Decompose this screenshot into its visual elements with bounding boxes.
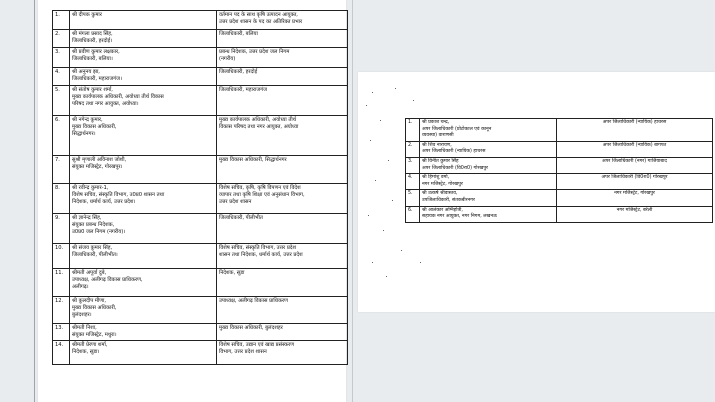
officer-name-cell (70, 214, 217, 244)
posting-line: अपर जिलाधिकारी (नगर) गाजियाबाद (602, 158, 667, 164)
posting-line: व्यापार तथा कृषि शिक्षा एवं अनुसंधान विभाग, (219, 192, 305, 198)
scan-speck (372, 262, 373, 263)
posting-line: जिलाधिकारी, हरदोई (219, 69, 258, 75)
officer-detail-line: मुख्य विकास अधिकारी, (72, 305, 117, 311)
serial-number: 9. (53, 214, 70, 244)
posting-line: अपर जिलाधिकारी (वि0रा0) गोरखपुर (601, 175, 668, 181)
new-posting-cell (557, 141, 713, 157)
new-posting-cell (217, 11, 348, 30)
officer-detail-line: श्रीमती अपूर्वा दुबे, (72, 270, 107, 276)
posting-line: विशेष सचिव, संस्कृति विभाग, उत्तर प्रदेश (219, 245, 297, 251)
serial-number: 6. (53, 116, 70, 156)
officer-detail-line: अपर जिलाधिकारी (न्यायिक) हाथरस (422, 149, 486, 155)
table-row (53, 11, 348, 30)
posting-line: अपर जिलाधिकारी (न्यायिक) हाथरस (602, 120, 667, 125)
posting-line: प्रबन्ध निदेशक, उत्तर प्रदेश जल निगम (219, 49, 290, 55)
officer-detail-line: अलीगढ़। (72, 284, 89, 290)
officer-detail-line: श्री अनुनय झा, (72, 69, 100, 75)
posting-line: जिलाधिकारी, पीलीभीत (219, 215, 263, 221)
table-row (406, 157, 713, 173)
serial-number: 7. (53, 156, 70, 184)
officer-name-cell (70, 68, 217, 86)
transfer-table-right (405, 118, 713, 223)
posting-line: नगर मजिस्ट्रेट, बरेली (616, 207, 653, 213)
new-posting-cell (217, 30, 348, 48)
scan-speck (380, 120, 381, 121)
officer-name-cell (70, 184, 217, 214)
serial-number: 13. (53, 324, 70, 341)
officer-detail-line: श्री ज्ञानेन्द्र सिंह, (72, 215, 102, 221)
scan-speck (388, 160, 389, 161)
table-row (406, 174, 713, 190)
serial-number: 14. (53, 341, 70, 365)
officer-detail-line: बुलंदशहर। (72, 312, 92, 318)
right-document-page (358, 72, 715, 312)
officer-detail-line: संयुक्त मजिस्ट्रेट, मथुरा। (72, 332, 117, 338)
officer-detail-line: जिलाधिकारी, हरदोई। (72, 38, 113, 44)
table-row (53, 297, 348, 324)
table-row (406, 190, 713, 206)
officer-detail-line: श्री उत्कर्ष श्रीवास्तव, (422, 191, 458, 197)
officer-detail-line: सिद्धार्थनगर। (72, 131, 96, 137)
serial-number: 3. (406, 157, 420, 173)
officer-detail-line: श्री संजय कुमार सिंह, (72, 245, 113, 251)
officer-detail-line: श्री हिमांशु वर्मा, (422, 175, 450, 181)
table-row (406, 141, 713, 157)
officer-detail-line: जिलाधिकारी, महाराजगंज। (72, 76, 122, 82)
officer-name-cell (70, 11, 217, 30)
officer-name-cell (420, 157, 557, 173)
new-posting-cell (217, 214, 348, 244)
new-posting-cell (217, 86, 348, 116)
table-row (53, 86, 348, 116)
posting-line: विभाग, उत्तर प्रदेश शासन (219, 349, 267, 355)
scan-speck (386, 276, 387, 277)
posting-line: जिलाधिकारी, बलिया (219, 31, 258, 37)
posting-line: नगर मजिस्ट्रेट, गोरखपुर (614, 191, 655, 197)
officer-detail-line: सहायक नगर आयुक्त, नगर निगम, लखनऊ (422, 214, 497, 220)
officer-name-cell (420, 190, 557, 206)
officer-detail-line: श्रीमती निशा, (72, 325, 97, 331)
new-posting-cell (217, 156, 348, 184)
officer-name-cell (420, 206, 557, 222)
new-posting-cell (217, 68, 348, 86)
posting-line: उत्तर प्रदेश शासन के पद का अतिरिक्त प्रभार (219, 19, 303, 25)
officer-detail-line: नगर मजिस्ट्रेट, गोरखपुर (422, 181, 463, 187)
officer-detail-line: निदेशक, सूडा। (72, 349, 100, 355)
officer-name-cell (70, 297, 217, 324)
posting-line: अपर जिलाधिकारी (न्यायिक) बागपत (602, 142, 667, 148)
officer-detail-line: श्री नगेन्द्र कुमार, (72, 117, 103, 123)
officer-detail-line: श्री प्रवीण कुमार लक्षकार, (72, 49, 120, 55)
serial-number: 8. (53, 184, 70, 214)
officer-detail-line: मुख्य विकास अधिकारी, (72, 124, 117, 130)
serial-number: 4. (53, 68, 70, 86)
scan-speck (375, 180, 376, 181)
scan-speck (401, 250, 402, 251)
officer-name-cell (70, 48, 217, 68)
posting-line: मुख्य कार्यपालक अधिकारी, अयोध्या तीर्थ (219, 117, 297, 123)
new-posting-cell (557, 119, 713, 142)
officer-name-cell (70, 244, 217, 269)
new-posting-cell (557, 206, 713, 222)
table-row (53, 244, 348, 269)
officer-name-cell (70, 324, 217, 341)
table-row (53, 324, 348, 341)
officer-detail-line: निदेशक, धर्मार्थ कार्य, उत्तर प्रदेश। (72, 199, 136, 205)
table-row (406, 119, 713, 142)
new-posting-cell (217, 48, 348, 68)
table-row (53, 269, 348, 297)
officer-detail-line: श्री आलंकार अग्निहोत्री, (422, 207, 463, 213)
posting-line: निदेशक, सूडा (219, 270, 245, 276)
serial-number: 2. (53, 30, 70, 48)
posting-line: उत्तर प्रदेश शासन (219, 199, 252, 205)
officer-detail-line: अपर जिलाधिकारी (वि0रा0) गोरखपुर (422, 165, 489, 171)
scan-speck (370, 140, 371, 141)
officer-detail-line: उपाध्यक्ष, अलीगढ़ विकास प्राधिकरण, (72, 277, 143, 283)
officer-name-cell (70, 156, 217, 184)
posting-line: विशेष सचिव, कृषि, कृषि विपणन एवं विदेश (219, 185, 301, 191)
officer-detail-line: उ0प्र0 जल निगम (नगरीय)। (72, 229, 126, 235)
officer-detail-line: श्री विनीत कुमार सिंह (422, 158, 459, 164)
posting-line: विकास परिषद तथा नगर आयुक्त, अयोध्या (219, 124, 299, 130)
scan-speck (366, 105, 367, 106)
officer-detail-line: व्यवस्था) वाराणसी (422, 133, 454, 139)
scan-speck (392, 200, 393, 201)
officer-detail-line: जिलाधिकारी, पीलीभीत। (72, 252, 118, 258)
officer-name-cell (70, 116, 217, 156)
scan-speck (372, 92, 373, 93)
scan-speck (420, 262, 421, 263)
table-row (406, 206, 713, 222)
table-row (53, 184, 348, 214)
officer-detail-line: परिषद तथा नगर आयुक्त, अयोध्या। (72, 101, 139, 107)
new-posting-cell (217, 297, 348, 324)
serial-number: 2. (406, 141, 420, 157)
new-posting-cell (557, 157, 713, 173)
officer-detail-line: विशेष सचिव, संस्कृति विभाग, उ0प्र0 शासन तथा (72, 192, 165, 198)
officer-detail-line: सुश्री मृणाली अविनाश जोशी, (72, 157, 127, 163)
new-posting-cell (557, 190, 713, 206)
transfer-table-left (52, 10, 348, 365)
table-row (53, 156, 348, 184)
serial-number: 11. (53, 269, 70, 297)
scan-speck (413, 100, 414, 101)
new-posting-cell (557, 174, 713, 190)
officer-name-cell (420, 119, 557, 142)
serial-number: 4. (406, 174, 420, 190)
officer-detail-line: श्री कुलदीप मीणा, (72, 298, 107, 304)
officer-detail-line: श्री मंगला प्रसाद सिंह, (72, 31, 113, 37)
officer-detail-line: श्री संतोष कुमार शर्मा, (72, 87, 113, 93)
scan-speck (368, 215, 369, 216)
page-edge-line (34, 0, 35, 402)
officer-detail-line: श्री रवीन्द्र कुमार-1, (72, 185, 109, 191)
table-row (53, 30, 348, 48)
new-posting-cell (217, 116, 348, 156)
page-edge-line (352, 0, 353, 402)
posting-line: (नगरीय) (219, 56, 236, 62)
table-row (53, 214, 348, 244)
officer-detail-line: संयुक्त मजिस्ट्रेट, गोरखपुर। (72, 164, 123, 170)
posting-line: वर्तमान पद के साथ कृषि उत्पादन आयुक्त, (219, 12, 298, 18)
officer-name-cell (420, 141, 557, 157)
officer-name-cell (70, 269, 217, 297)
posting-line: विशेष सचिव, उद्यान एवं खाद्य प्रसंस्करण (219, 342, 294, 348)
table-row (53, 341, 348, 365)
posting-line: उपाध्यक्ष, अलीगढ़ विकास प्राधिकरण (219, 298, 288, 304)
officer-name-cell (70, 341, 217, 365)
officer-detail-line: श्री शिव नारायण, (422, 142, 452, 148)
posting-line: मुख्य विकास अधिकारी, सिद्धार्थनगर (219, 157, 287, 163)
officer-name-cell (70, 30, 217, 48)
new-posting-cell (217, 324, 348, 341)
table-row (53, 116, 348, 156)
posting-line: जिलाधिकारी, महाराजगंज (219, 87, 267, 93)
new-posting-cell (217, 269, 348, 297)
officer-detail-line: श्री दीपक कुमार (72, 12, 102, 18)
officer-detail-line: श्रीमती प्रेरणा शर्मा, (72, 342, 108, 348)
serial-number: 3. (53, 48, 70, 68)
officer-detail-line: श्री प्रकाश चन्द्र, (422, 120, 450, 125)
officer-name-cell (70, 86, 217, 116)
table-row (53, 68, 348, 86)
posting-line: शासन तथा निदेशक, धर्मार्थ कार्य, उत्तर प्रदेश (219, 252, 303, 258)
serial-number: 12. (53, 297, 70, 324)
scan-speck (383, 230, 384, 231)
scan-speck (395, 88, 396, 89)
officer-detail-line: उपजिलाधिकारी, संतकबीरनगर (422, 197, 475, 203)
posting-line: मुख्य विकास अधिकारी, बुलंदशहर (219, 325, 283, 331)
serial-number: 5. (53, 86, 70, 116)
new-posting-cell (217, 341, 348, 365)
new-posting-cell (217, 184, 348, 214)
table-row (53, 48, 348, 68)
serial-number: 1. (53, 11, 70, 30)
officer-name-cell (420, 174, 557, 190)
serial-number: 1. (406, 119, 420, 142)
officer-detail-line: संयुक्त प्रबन्ध निदेशक, (72, 222, 115, 228)
serial-number: 5. (406, 190, 420, 206)
serial-number: 6. (406, 206, 420, 222)
officer-detail-line: जिलाधिकारी, बलिया। (72, 56, 113, 62)
new-posting-cell (217, 244, 348, 269)
left-document-page (38, 0, 346, 402)
officer-detail-line: अपर जिलाधिकारी (प्रोटोकाल एवं कानून (422, 126, 492, 132)
officer-detail-line: मुख्य कार्यपालक अधिकारी, अयोध्या तीर्थ विकास (72, 94, 164, 100)
serial-number: 10. (53, 244, 70, 269)
